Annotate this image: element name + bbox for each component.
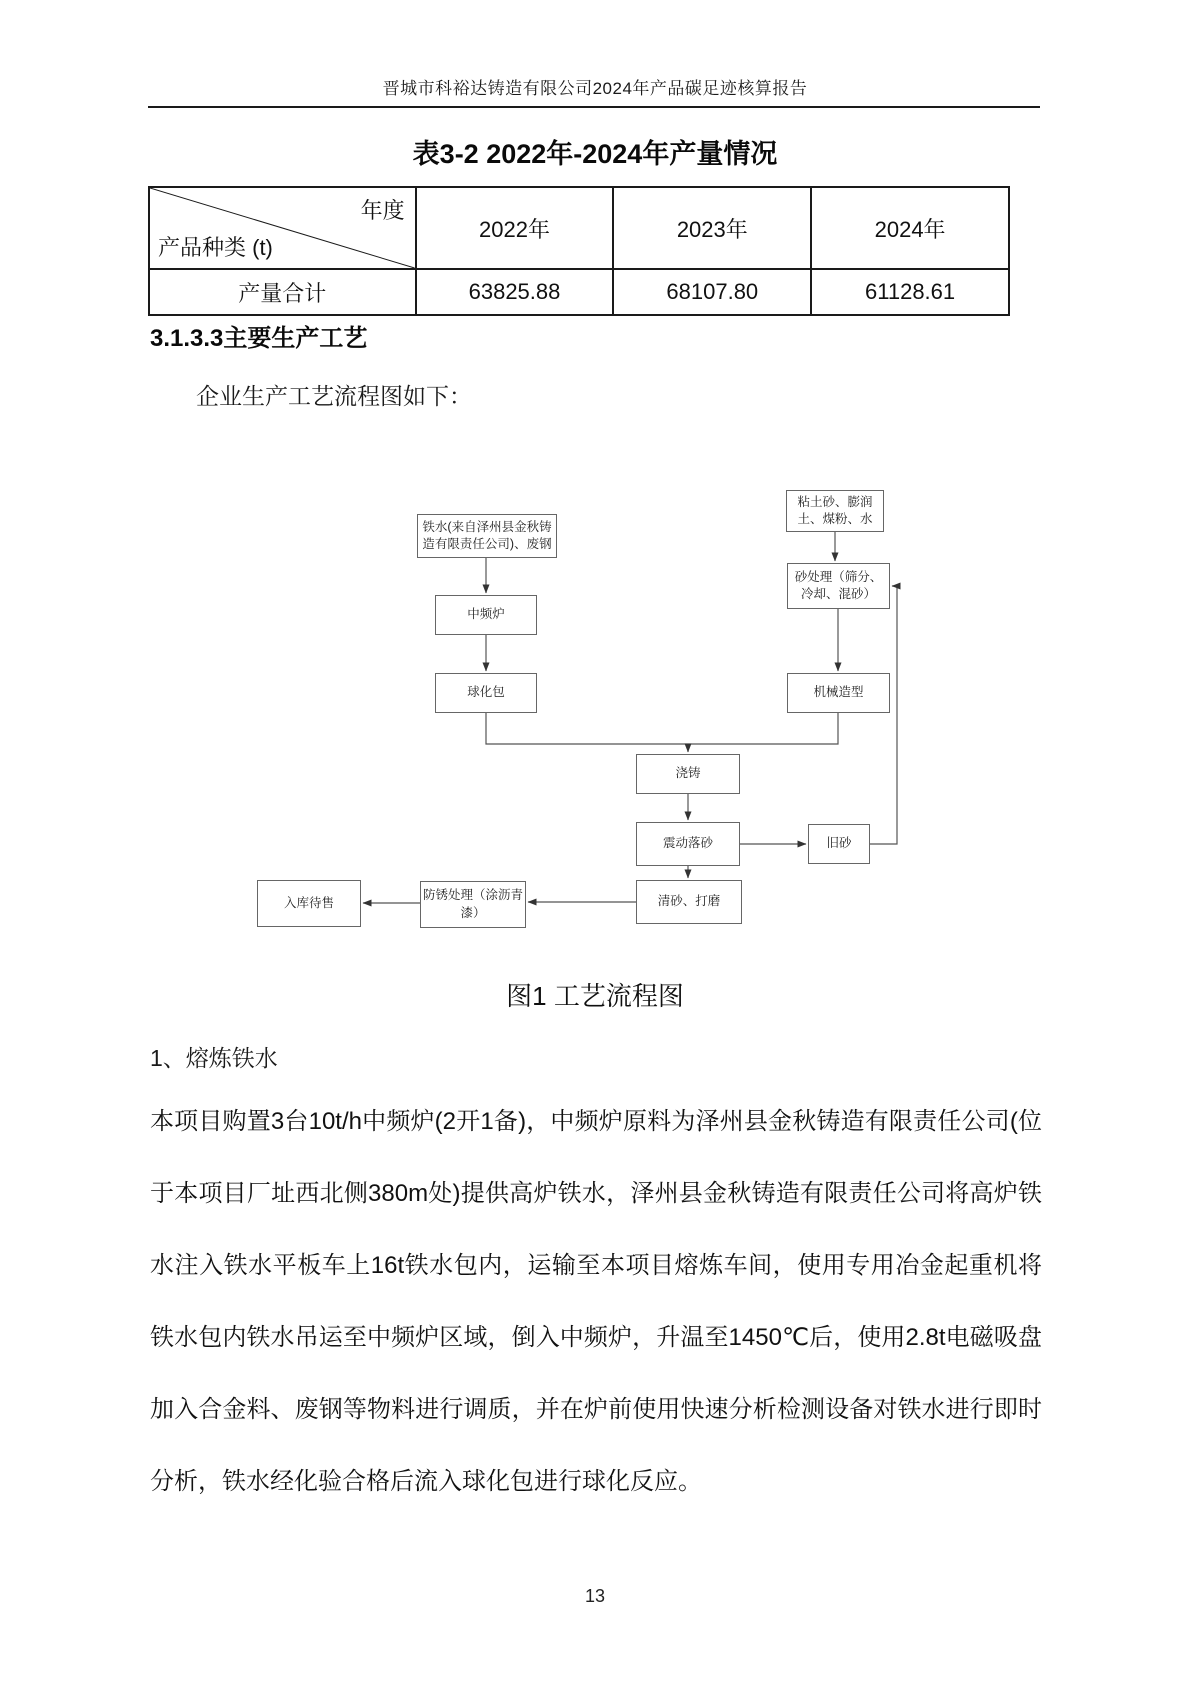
value-2023: 68107.80: [613, 269, 811, 315]
table-title: 表3-2 2022年-2024年产量情况: [412, 139, 778, 169]
flowchart-connectors: [0, 430, 1190, 950]
column-header-2024: 2024年: [811, 187, 1009, 269]
column-header-2023: 2023年: [613, 187, 811, 269]
flowchart-node-rust-proof: 防锈处理（涂沥青漆）: [420, 881, 526, 928]
flowchart-node-spheroidizing: 球化包: [435, 673, 537, 713]
page-number: 13: [584, 1586, 606, 1606]
row-label-total-output: 产量合计: [149, 269, 416, 315]
value-2024: 61128.61: [811, 269, 1009, 315]
header-rule: [148, 106, 1040, 108]
flowchart-node-storage: 入库待售: [257, 880, 361, 927]
flowchart-node-clay-sand: 粘土砂、膨润土、煤粉、水: [786, 490, 884, 532]
corner-label-product-type: 产品种类 (t): [158, 235, 273, 260]
corner-label-year: 年度: [360, 198, 405, 223]
flowchart-node-molding: 机械造型: [787, 673, 890, 713]
production-table: [148, 186, 1010, 316]
process-flowchart: [0, 430, 1190, 950]
intro-line: 企业生产工艺流程图如下：: [196, 383, 472, 409]
table-row: [149, 269, 1009, 315]
flowchart-node-old-sand: 旧砂: [808, 824, 870, 864]
document-header: 晋城市科裕达铸造有限公司2024年产品碳足迹核算报告: [382, 79, 808, 98]
body-paragraph: 本项目购置3台10t/h中频炉(2开1备)，中频炉原料为泽州县金秋铸造有限责任公司(位于本项目厂址西北侧380m处)提供高炉铁水，泽州县金秋铸造有限责任公司将高炉铁水注入铁水平板车上16t铁水包内，运输至本项目熔炼车间，使用专用冶金起重机将铁水包内铁水吊运至中频炉区域，倒入中频炉，升温至1450℃后，使用2.8t电磁吸盘加入合金料、废钢等物料进行调质，并在炉前使用快速分析检测设备对铁水进行即时分析，铁水经化验合格后流入球化包进行球化反应。: [150, 1108, 1042, 1495]
figure-caption: 图1 工艺流程图: [506, 981, 684, 1011]
flowchart-node-furnace: 中频炉: [435, 595, 537, 635]
flowchart-node-pouring: 浇铸: [636, 754, 740, 794]
value-2022: 63825.88: [416, 269, 614, 315]
section-heading: 3.1.3.3主要生产工艺: [150, 325, 368, 352]
column-header-2022: 2022年: [416, 187, 614, 269]
flowchart-node-sand-treatment: 砂处理（筛分、冷却、混砂）: [787, 563, 890, 609]
step-heading: 1、熔炼铁水: [150, 1045, 278, 1071]
flowchart-node-cleaning: 清砂、打磨: [636, 880, 742, 924]
flowchart-node-shakeout: 震动落砂: [636, 822, 740, 866]
flowchart-node-iron-input: 铁水(来自泽州县金秋铸造有限责任公司)、废钢: [417, 514, 557, 558]
table-corner-cell: [149, 187, 416, 269]
